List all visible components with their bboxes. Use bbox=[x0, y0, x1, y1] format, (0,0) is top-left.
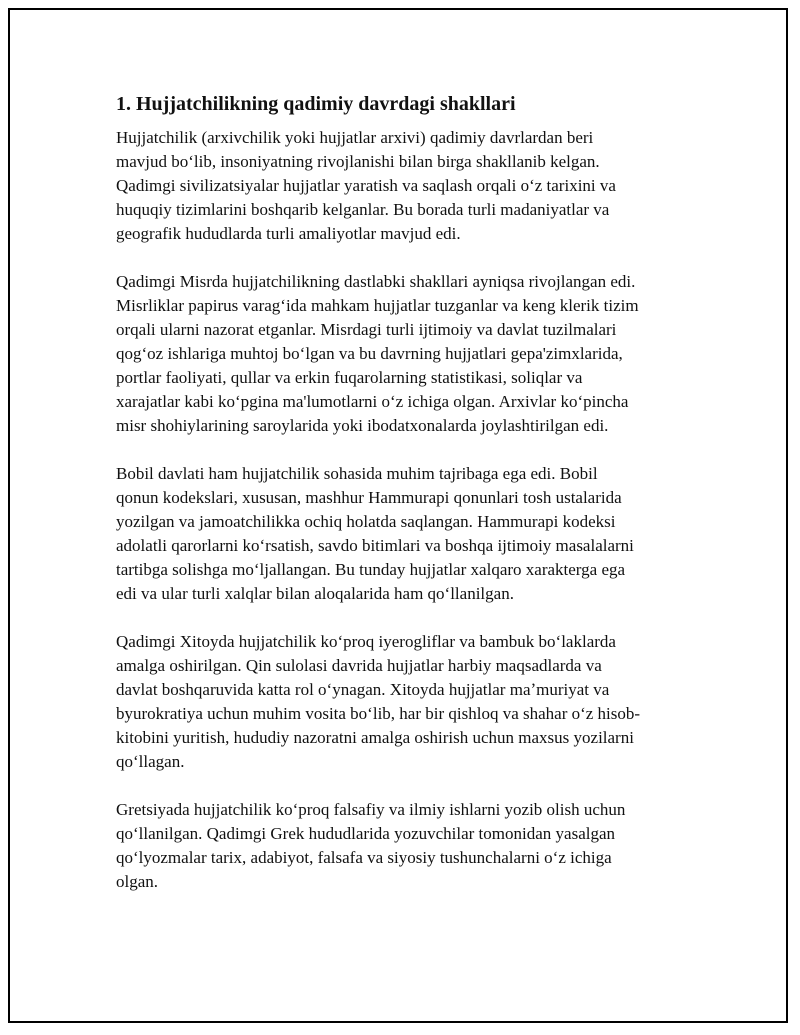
text-line: edi va ular turli xalqlar bilan aloqalarida ham qoʻllanilgan. bbox=[116, 584, 514, 603]
paragraph-greece bbox=[116, 798, 686, 894]
text-line: xarajatlar kabi koʻpgina ma'lumotlarni oʻz ichiga olgan. Arxivlar koʻpincha bbox=[116, 392, 629, 411]
text-line: qonun kodekslari, xususan, mashhur Hammurapi qonunlari tosh ustalarida bbox=[116, 488, 622, 507]
text-line: qoʻllanilgan. Qadimgi Grek hududlarida yozuvchilar tomonidan yasalgan bbox=[116, 824, 616, 843]
text-line: mavjud boʻlib, insoniyatning rivojlanishi bilan birga shakllanib kelgan. bbox=[116, 152, 600, 171]
paragraph-china bbox=[116, 630, 686, 774]
text-line: Qadimgi Xitoyda hujjatchilik koʻproq iyerogliflar va bambuk boʻlaklarda bbox=[116, 632, 616, 651]
text-line: Qadimgi sivilizatsiyalar hujjatlar yaratish va saqlash orqali oʻz tarixini va bbox=[116, 176, 616, 195]
text-line: Bobil davlati ham hujjatchilik sohasida muhim tajribaga ega edi. Bobil bbox=[116, 464, 598, 483]
text-line: Misrliklar papirus varagʻida mahkam hujjatlar tuzganlar va keng klerik tizim bbox=[116, 296, 639, 315]
text-line: davlat boshqaruvida katta rol oʻynagan. Xitoyda hujjatlar maʼmuriyat va bbox=[116, 680, 610, 699]
text-line: orqali ularni nazorat etganlar. Misrdagi turli ijtimoiy va davlat tuzilmalari bbox=[116, 320, 617, 339]
text-line: geografik hududlarda turli amaliyotlar mavjud edi. bbox=[116, 224, 461, 243]
text-line: Gretsiyada hujjatchilik koʻproq falsafiy va ilmiy ishlarni yozib olish uchun bbox=[116, 800, 626, 819]
text-line: portlar faoliyati, qullar va erkin fuqarolarning statistikasi, soliqlar va bbox=[116, 368, 583, 387]
paragraph-intro bbox=[116, 126, 686, 246]
text-line: tartibga solishga moʻljallangan. Bu tunday hujjatlar xalqaro xarakterga ega bbox=[116, 560, 626, 579]
text-line: Hujjatchilik (arxivchilik yoki hujjatlar arxivi) qadimiy davrlardan beri bbox=[116, 128, 594, 147]
paragraph-babylon bbox=[116, 462, 686, 606]
text-line: Qadimgi Misrda hujjatchilikning dastlabki shakllari ayniqsa rivojlangan edi. bbox=[116, 272, 636, 291]
text-line: adolatli qarorlarni koʻrsatish, savdo bitimlari va boshqa ijtimoiy masalalarni bbox=[116, 536, 634, 555]
text-line: qogʻoz ishlariga muhtoj boʻlgan va bu davrning hujjatlari gepa'zimxlarida, bbox=[116, 344, 623, 363]
text-line: kitobini yuritish, hududiy nazoratni amalga oshirish uchun maxsus yozilarni bbox=[116, 728, 634, 747]
section-heading: 1. Hujjatchilikning qadimiy davrdagi shakllari bbox=[116, 93, 516, 115]
document-body bbox=[116, 90, 686, 918]
text-line: byurokratiya uchun muhim vosita boʻlib, har bir qishloq va shahar oʻz hisob- bbox=[116, 704, 641, 723]
text-line: olgan. bbox=[116, 872, 159, 891]
text-line: misr shohiylarining saroylarida yoki ibodatxonalarda joylashtirilgan edi. bbox=[116, 416, 609, 435]
paragraph-egypt bbox=[116, 270, 686, 438]
text-line: amalga oshirilgan. Qin sulolasi davrida hujjatlar harbiy maqsadlarda va bbox=[116, 656, 602, 675]
text-line: yozilgan va jamoatchilikka ochiq holatda saqlangan. Hammurapi kodeksi bbox=[116, 512, 616, 531]
text-line: qoʻlyozmalar tarix, adabiyot, falsafa va siyosiy tushunchalarni oʻz ichiga bbox=[116, 848, 612, 867]
text-line: huquqiy tizimlarini boshqarib kelganlar. Bu borada turli madaniyatlar va bbox=[116, 200, 610, 219]
text-line: qoʻllagan. bbox=[116, 752, 185, 771]
